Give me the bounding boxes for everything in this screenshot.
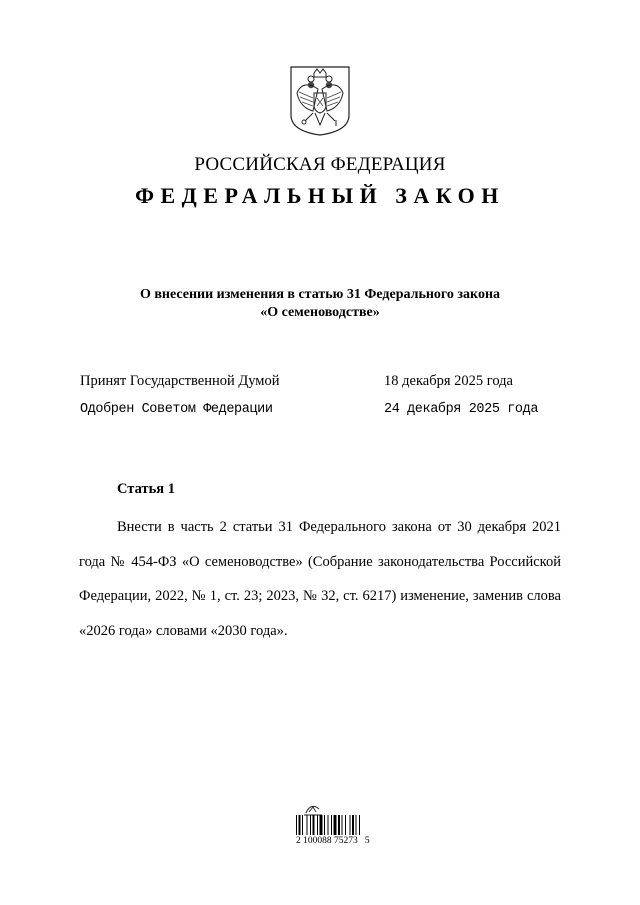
law-title-line-1: О внесении изменения в статью 31 Федерального закона (139, 287, 501, 302)
coat-of-arms-icon (289, 65, 351, 137)
document-type: ФЕДЕРАЛЬНЫЙ ЗАКОН (135, 183, 505, 208)
article-heading: Статья 1 (117, 481, 175, 497)
barcode (296, 815, 376, 835)
barcode-number: 2 100088 75273 5 (296, 836, 370, 846)
law-title (60, 286, 580, 322)
approved-date: 24 декабря 2025 года (384, 402, 539, 417)
adopted-date: 18 декабря 2025 года (384, 373, 513, 389)
country-name: РОССИЙСКАЯ ФЕДЕРАЦИЯ (194, 154, 446, 175)
article-text: Внести в часть 2 статьи 31 Федерального закона от 30 декабря 2021 года № 454-ФЗ «О семеноводстве» (Собрание законодательства Российской Федерации, 2022, № 1, ст. 23; 2023, № 32, ст. 6217) изменение, заменив слова «2026 года» словами «2030 года». (79, 519, 561, 639)
approved-label: Одобрен Советом Федерации (80, 402, 273, 417)
adopted-label: Принят Государственной Думой (80, 373, 280, 389)
law-title-line-2: «О семеноводстве» (260, 305, 380, 320)
